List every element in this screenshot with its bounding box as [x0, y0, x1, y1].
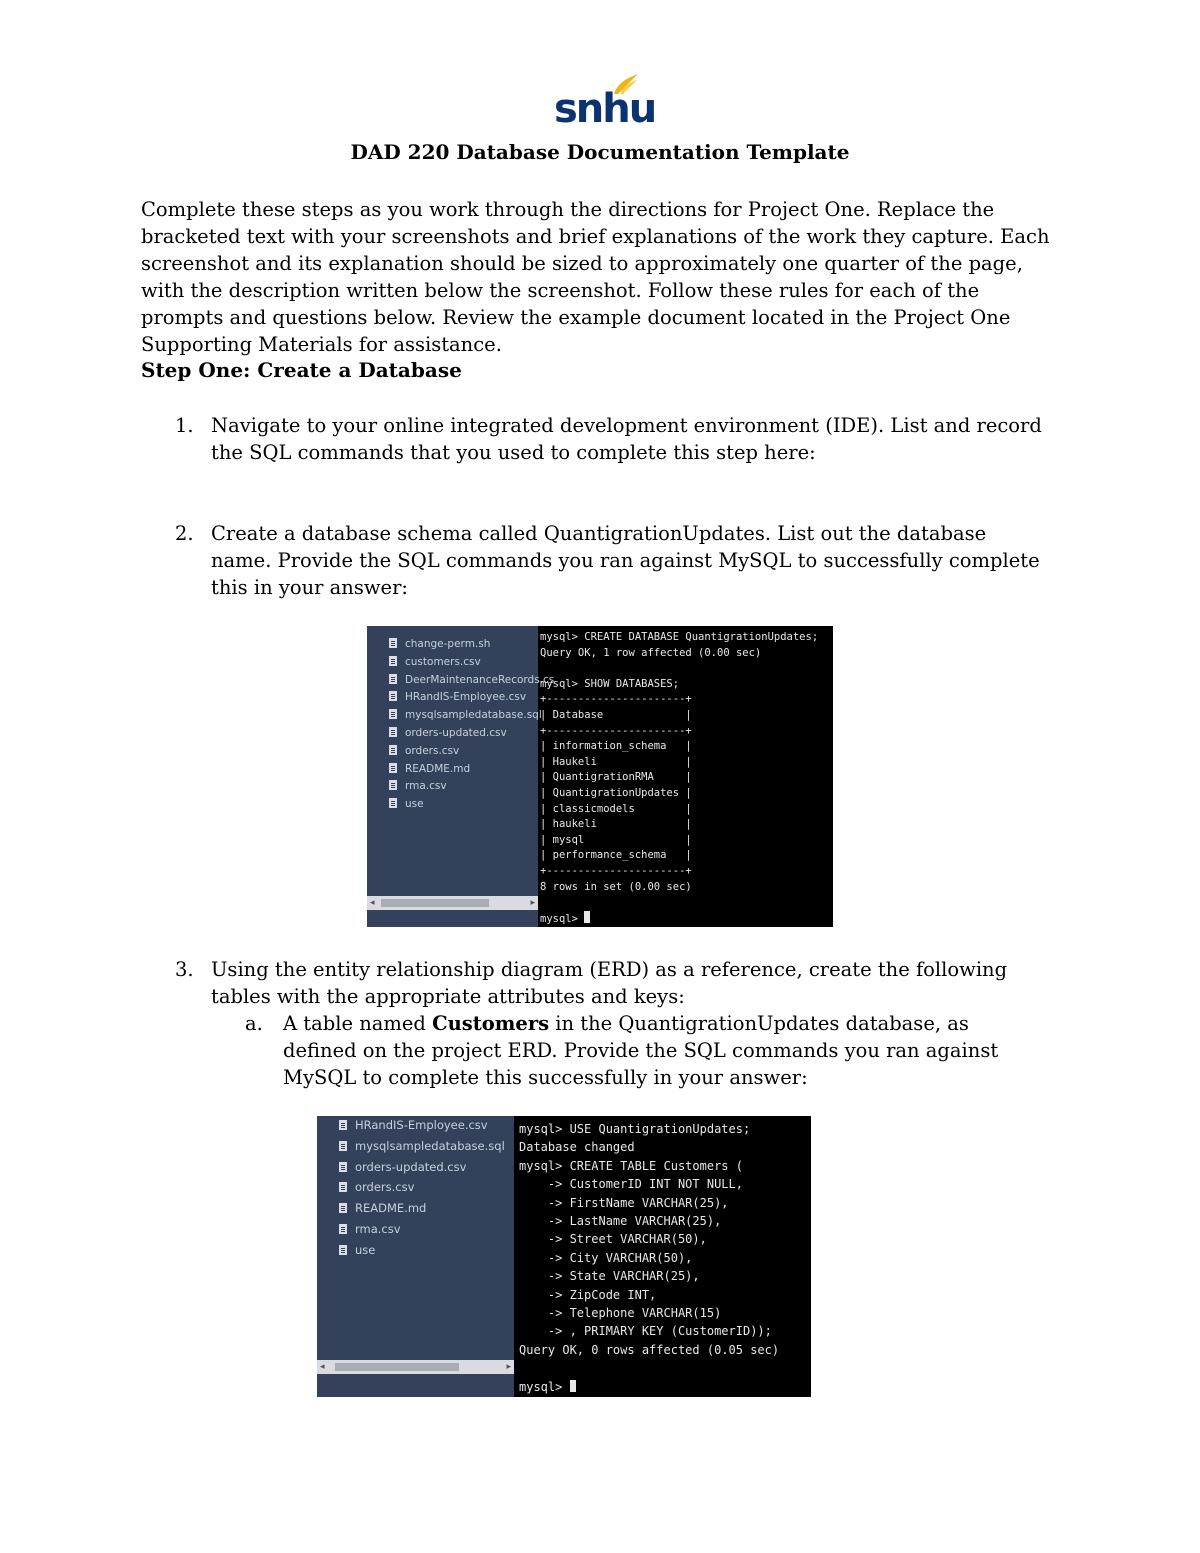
snhu-logo	[554, 72, 656, 132]
terminal-line: -> , PRIMARY KEY (CustomerID));	[519, 1324, 772, 1339]
file-icon	[389, 798, 397, 808]
file-list-item[interactable]	[389, 691, 526, 703]
terminal-line: Database changed	[519, 1140, 635, 1155]
file-icon	[339, 1203, 347, 1213]
file-list-item[interactable]	[339, 1180, 414, 1194]
file-list-item[interactable]	[389, 674, 554, 686]
file-list-item[interactable]	[389, 656, 481, 668]
terminal-line	[540, 895, 833, 911]
terminal-line: -> City VARCHAR(50),	[519, 1250, 693, 1265]
file-list-item[interactable]	[339, 1222, 401, 1236]
file-name: orders-updated.csv	[355, 1159, 467, 1174]
scroll-right-icon[interactable]: ▸	[530, 898, 535, 908]
terminal-line	[540, 661, 833, 677]
sub-item-text-bold: Customers	[432, 1012, 550, 1035]
terminal-line: -> LastName VARCHAR(25),	[519, 1214, 722, 1229]
file-list-item[interactable]	[389, 745, 459, 757]
file-name: use	[355, 1242, 376, 1257]
terminal-line: 8 rows in set (0.00 sec)	[540, 880, 692, 893]
terminal-line: +----------------------+	[540, 724, 692, 737]
file-name: change-perm.sh	[405, 638, 491, 650]
file-icon	[339, 1120, 347, 1130]
list-number: 3.	[175, 958, 194, 981]
terminal-line: mysql>	[519, 1378, 811, 1396]
file-list-item[interactable]	[339, 1139, 505, 1153]
file-icon	[389, 656, 397, 666]
file-icon	[389, 674, 397, 684]
file-name: rma.csv	[355, 1222, 401, 1236]
terminal-line: | QuantigrationUpdates |	[540, 786, 692, 799]
file-list-item[interactable]	[389, 709, 542, 721]
file-name: use	[405, 798, 424, 811]
file-icon	[339, 1141, 347, 1151]
screenshot-create-database	[367, 626, 833, 927]
file-name: mysqlsampledatabase.sql	[355, 1138, 505, 1153]
file-icon	[389, 745, 397, 755]
sub-item-text-pre: A table named	[283, 1012, 433, 1035]
list-item-2-text: Create a database schema called QuantigrationUpdates. List out the database name. Provide the SQL commands you ran against MySQL to successfully complete this in your answer:	[211, 522, 1040, 599]
terminal-line: | Database |	[540, 708, 692, 721]
terminal-line: mysql>	[540, 911, 833, 927]
file-name: README.md	[355, 1201, 427, 1216]
file-name: rma.csv	[405, 780, 447, 793]
file-list-item[interactable]	[389, 780, 447, 792]
file-icon	[339, 1245, 347, 1255]
terminal-output	[540, 626, 833, 927]
terminal-line: -> Telephone VARCHAR(15)	[519, 1306, 722, 1321]
file-sidebar	[367, 626, 555, 927]
file-list-item[interactable]	[339, 1201, 426, 1215]
scroll-left-icon[interactable]: ◂	[320, 1362, 325, 1372]
file-list-item[interactable]	[389, 638, 490, 650]
file-icon	[339, 1162, 347, 1172]
file-list-item[interactable]	[389, 798, 424, 810]
terminal-line: Query OK, 1 row affected (0.00 sec)	[540, 646, 762, 659]
sub-item-a-text	[283, 1010, 1043, 1091]
terminal-line: | QuantigrationRMA |	[540, 771, 692, 784]
terminal-line: mysql> SHOW DATABASES;	[540, 677, 680, 690]
file-list-item[interactable]	[339, 1118, 488, 1132]
terminal-line: Query OK, 0 rows affected (0.05 sec)	[519, 1342, 780, 1357]
file-list-item[interactable]	[339, 1160, 466, 1174]
document-title: DAD 220 Database Documentation Template	[350, 140, 850, 164]
file-icon	[389, 780, 397, 790]
file-icon	[389, 763, 397, 773]
horizontal-scrollbar[interactable]	[317, 1360, 514, 1374]
file-icon	[339, 1182, 347, 1192]
terminal-line: mysql> CREATE DATABASE QuantigrationUpdates;	[540, 631, 819, 643]
terminal-line	[519, 1359, 811, 1377]
file-list-item[interactable]	[389, 763, 470, 775]
list-item-1-text: Navigate to your online integrated development environment (IDE). List and record the SQL commands that you used to complete this step here:	[211, 414, 1042, 464]
sub-item-letter: a.	[245, 1012, 263, 1035]
scroll-right-icon[interactable]: ▸	[506, 1362, 511, 1372]
terminal-line: mysql> USE QuantigrationUpdates;	[519, 1122, 751, 1136]
terminal-line: +----------------------+	[540, 864, 692, 877]
terminal-line: | Haukeli |	[540, 755, 692, 768]
terminal-line: | mysql |	[540, 833, 692, 846]
file-sidebar	[317, 1116, 514, 1397]
scrollbar-thumb[interactable]	[381, 899, 489, 907]
file-icon	[389, 727, 397, 737]
sub-item-text-post: in the QuantigrationUpdates database, as defined on the project ERD. Provide the SQL commands you ran against MySQL to complete this successfully in your answer:	[283, 1012, 999, 1089]
file-name: README.md	[405, 762, 471, 775]
file-name: orders.csv	[405, 744, 460, 757]
logo-text: snhu	[554, 86, 656, 132]
step-one-heading: Step One: Create a Database	[141, 358, 462, 382]
screenshot-create-table	[317, 1116, 811, 1397]
file-name: orders.csv	[355, 1180, 415, 1195]
terminal-line: -> Street VARCHAR(50),	[519, 1232, 707, 1247]
list-item-3-text: Using the entity relationship diagram (ERD) as a reference, create the following tables with the appropriate attributes and keys:	[211, 958, 1008, 1008]
file-icon	[339, 1224, 347, 1234]
file-icon	[389, 691, 397, 701]
list-number: 1.	[175, 414, 194, 437]
file-name: mysqlsampledatabase.sql	[405, 709, 542, 722]
terminal-line: +----------------------+	[540, 693, 692, 706]
terminal-line: -> FirstName VARCHAR(25),	[519, 1195, 729, 1210]
terminal-output	[516, 1116, 811, 1397]
terminal-cursor	[584, 911, 590, 923]
terminal-line: -> CustomerID INT NOT NULL,	[519, 1177, 743, 1192]
terminal-line: -> ZipCode INT,	[519, 1287, 657, 1302]
file-name: customers.csv	[405, 655, 481, 668]
scroll-left-icon[interactable]: ◂	[370, 898, 375, 908]
file-list-item[interactable]	[339, 1243, 375, 1257]
scrollbar-thumb[interactable]	[335, 1363, 459, 1371]
file-name: DeerMaintenanceRecords.cs	[405, 673, 555, 686]
file-list-item[interactable]	[389, 727, 507, 739]
terminal-cursor	[570, 1380, 576, 1392]
terminal-line: mysql> CREATE TABLE Customers (	[519, 1158, 743, 1173]
horizontal-scrollbar[interactable]	[367, 896, 538, 910]
file-icon	[389, 638, 397, 648]
terminal-line: | haukeli |	[540, 818, 692, 831]
terminal-line: | performance_schema |	[540, 849, 692, 862]
file-name: orders-updated.csv	[405, 727, 507, 739]
file-name: HRandIS-Employee.csv	[405, 691, 527, 704]
list-number: 2.	[175, 522, 194, 545]
file-icon	[389, 709, 397, 719]
intro-paragraph: Complete these steps as you work through the directions for Project One. Replace the bracketed text with your screenshots and brief explanations of the work they capture. Each screenshot and its explanation should be sized to approximately one quarter of the page, with the description written below the screenshot. Follow these rules for each of the prompts and questions below. Review the example document located in the Project One Supporting Materials for assistance.	[141, 198, 1050, 356]
terminal-line: | classicmodels |	[540, 802, 692, 815]
terminal-line: | information_schema |	[540, 740, 692, 753]
file-name: HRandIS-Employee.csv	[355, 1118, 488, 1132]
terminal-line: -> State VARCHAR(25),	[519, 1269, 700, 1284]
